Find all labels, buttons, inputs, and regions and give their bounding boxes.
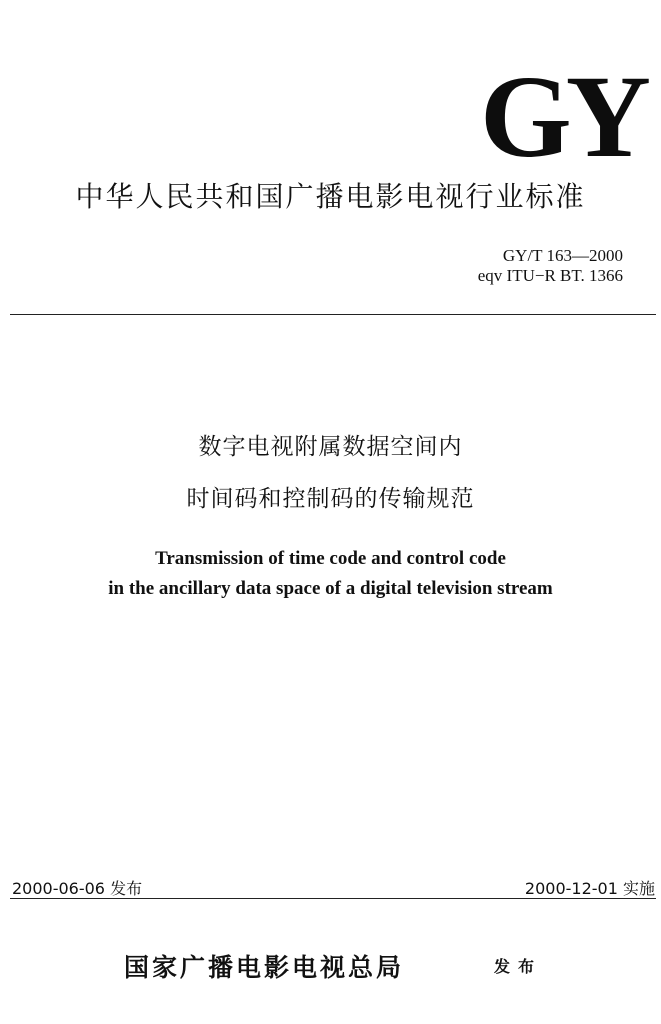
issue-date: 2000-06-06 发布: [12, 879, 143, 898]
publish-label: 发布: [494, 957, 543, 976]
standard-category-title: 中华人民共和国广播电影电视行业标准: [75, 180, 586, 213]
chinese-title-line-1: 数字电视附属数据空间内: [198, 434, 463, 460]
top-divider: [10, 314, 656, 315]
publisher-name: 国家广播电影电视总局: [124, 953, 405, 982]
gy-logo: GY: [480, 51, 645, 182]
implementation-date: 2000-12-01 实施: [524, 879, 655, 898]
english-title-line-2: in the ancillary data space of a digital television stream: [108, 578, 553, 599]
english-title-line-1: Transmission of time code and control code: [155, 548, 506, 569]
chinese-title-line-2: 时间码和控制码的传输规范: [186, 486, 475, 512]
bottom-divider: [10, 898, 656, 899]
equivalence-code: eqv ITU−R BT. 1366: [477, 266, 623, 285]
standard-code: GY/T 163—2000: [502, 246, 623, 265]
